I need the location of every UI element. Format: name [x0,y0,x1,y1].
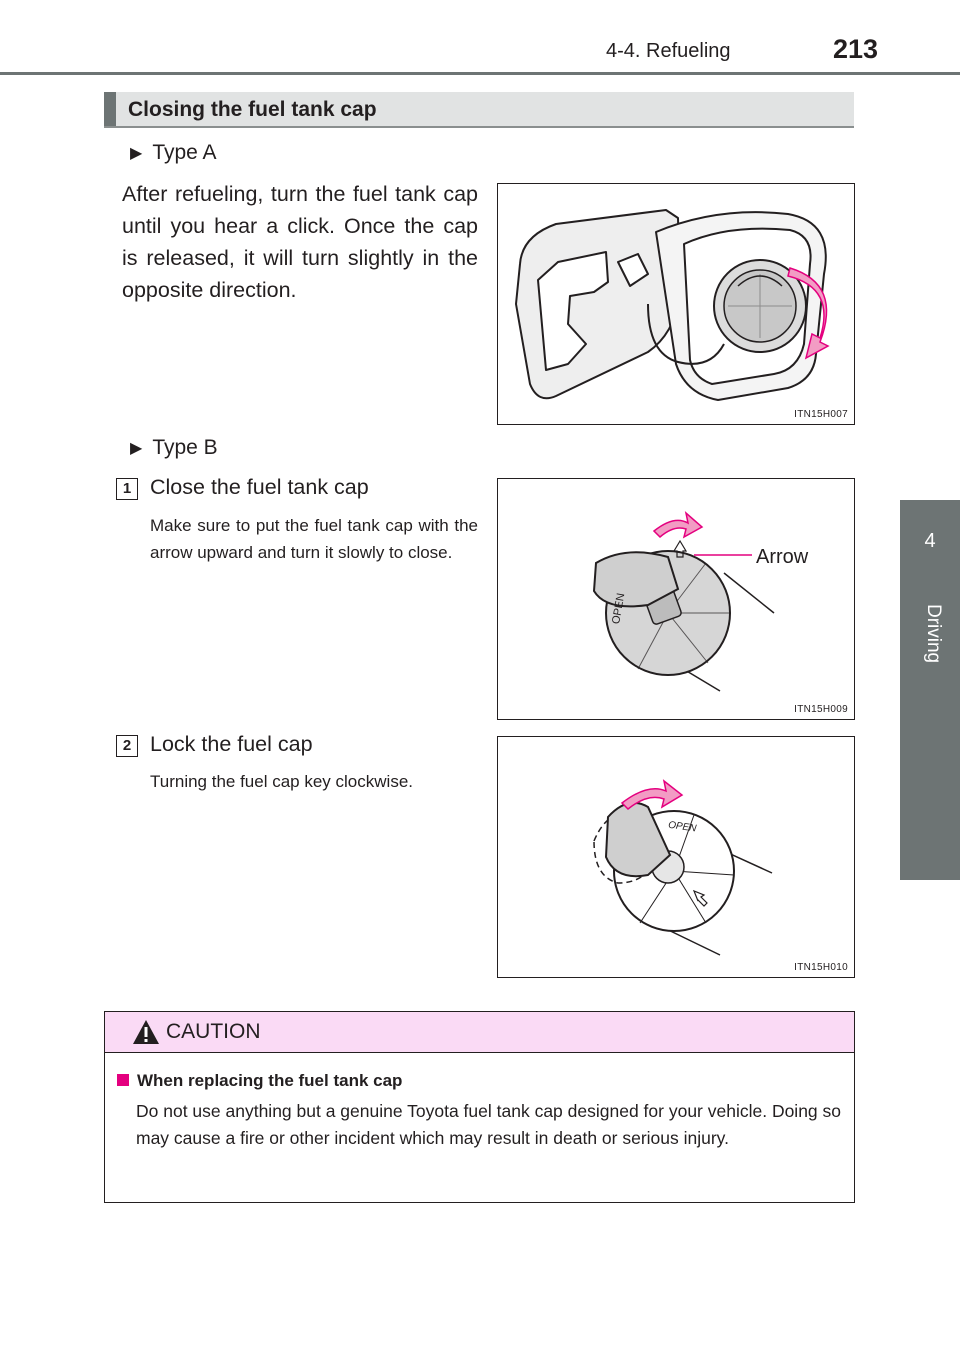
section-accent [104,92,116,126]
step-1-title: Close the fuel tank cap [150,475,369,499]
triangle-bullet-icon: ▶ [130,145,143,162]
fuel-door-illustration [498,184,854,424]
callout-arrow-label: Arrow [756,546,809,568]
caution-label: CAUTION [166,1020,261,1043]
figure-type-a [497,183,855,425]
caution-body: Do not use anything but a genuine Toyota fuel tank cap designed for your vehicle. Doing so may cause a fire or other incident which may result in death or serious injury. [136,1101,842,1148]
fuel-cap-arrow-illustration [498,479,854,719]
step-2-body: Turning the fuel cap key clockwise. [150,772,413,791]
square-bullet-icon [117,1074,129,1086]
figure-code: ITN15H007 [794,409,848,420]
header-section-title: 4-4. Refueling [606,40,731,62]
figure-code: ITN15H009 [794,704,848,715]
figure-step-2 [497,736,855,978]
triangle-bullet-icon: ▶ [130,440,143,457]
step-number-1: 1 [116,478,138,500]
step-1-body: Make sure to put the fuel tank cap with the arrow upward and turn it slowly to close. [150,516,478,562]
caution-box [104,1011,855,1203]
svg-text:OPEN: OPEN [610,592,628,626]
figure-step-1 [497,478,855,720]
figure-code: ITN15H010 [794,962,848,973]
turn-arrow-icon [654,513,702,537]
step-2-title: Lock the fuel cap [150,732,313,756]
section-heading-bar [104,92,854,128]
caution-header [105,1012,854,1053]
fuel-cap-lock-illustration [498,737,854,977]
header-rule [0,72,960,75]
chapter-number: 4 [924,530,936,552]
type-b-label: ▶ Type B [130,436,218,459]
step-number-2: 2 [116,735,138,757]
chapter-side-tab [900,500,960,880]
turn-arrow-icon [622,781,682,809]
type-a-label: ▶ Type A [130,141,217,164]
chapter-label: Driving [923,604,944,664]
svg-text:OPEN: OPEN [667,819,698,835]
type-a-instructions: After refueling, turn the fuel tank cap until you hear a click. Once the cap is released, it will turn slightly in the opposite direction. [122,182,478,302]
section-title: Closing the fuel tank cap [128,98,377,121]
caution-subheading: When replacing the fuel tank cap [117,1071,402,1091]
page-number: 213 [833,34,879,64]
warning-triangle-icon [131,1018,161,1046]
